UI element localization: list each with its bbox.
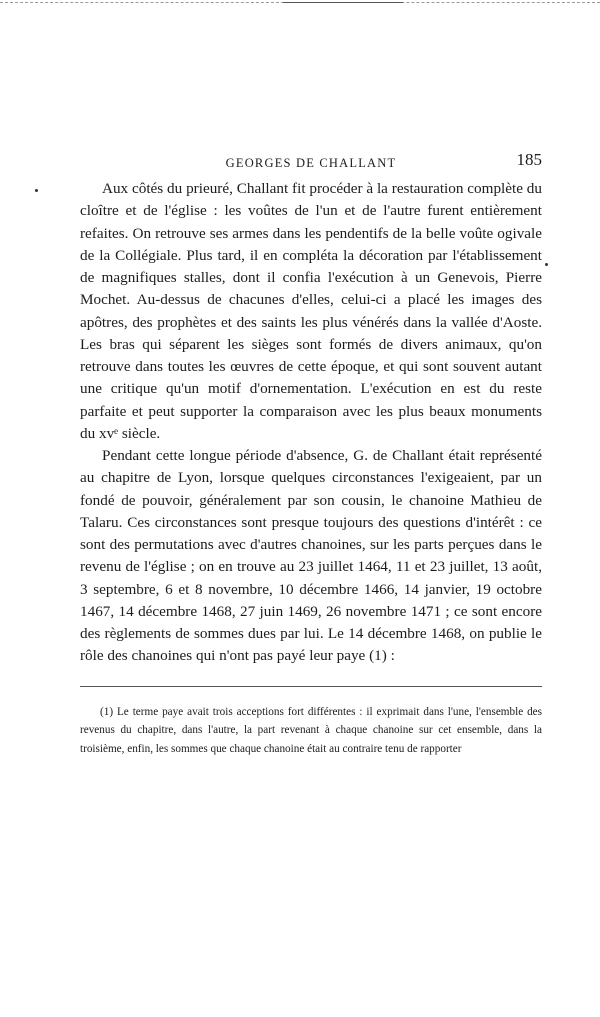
running-head: GEORGES DE CHALLANT xyxy=(225,156,397,170)
page-header xyxy=(80,150,542,178)
page-number: 185 xyxy=(516,150,542,169)
body-text xyxy=(80,178,542,668)
scan-speck xyxy=(35,189,38,192)
scan-speck xyxy=(545,263,548,266)
scan-top-edge xyxy=(0,0,600,6)
footnote-separator xyxy=(80,686,542,687)
paragraph: Pendant cette longue période d'absence, G. de Challant était représenté au chapitre de Lyon, lorsque quelques circonstances l'exigeaient, par un fondé de pouvoir, généralement par son cousin, le chanoine Mathieu de Talaru. Ces circonstances sont presque toujours des questions d'intérêt : ce sont des permutations avec d'autres chanoines, sur les parts perçues dans le revenu de l'église ; on en trouve au 23 juillet 1464, 11 et 23 juillet, 13 août, 3 septembre, 6 et 8 novembre, 10 décembre 1466, 14 janvier, 19 octobre 1467, 14 décembre 1468, 27 juin 1469, 26 novembre 1471 ; ce sont encore des règlements de sommes dues par lui. Le 14 décembre 1468, on publie le rôle des chanoines qui n'ont pas payé leur paye (1) : xyxy=(80,447,542,665)
paragraph: Aux côtés du prieuré, Challant fit procéder à la restauration complète du cloître et de l'église : les voûtes de l'un et de l'autre furent entièrement refaites. On retrouve ses armes dans les pendentifs de la belle voûte ogivale de la Collégiale. Plus tard, il en compléta la décoration par l'établissement de magnifiques stalles, dont il confia l'exécution à un Genevois, Pierre Mochet. Au-dessus de chacunes d'elles, celui-ci a placé les images des apôtres, des prophètes et des saints les plus vénérés dans la vallée d'Aoste. Les bras qui séparent les sièges sont formés de divers animaux, qu'on retrouve dans toutes les œuvres de cette époque, et qui sont souvent autant une critique qu'un motif d'ornementation. L'exécution en est du reste parfaite et peut supporter la comparaison avec les plus beaux monuments du xvᵉ siècle. xyxy=(80,180,542,442)
book-page xyxy=(80,150,542,758)
footnote xyxy=(80,703,542,759)
footnote-text: (1) Le terme paye avait trois acceptions fort différentes : il exprimait dans l'une, l'ensemble des revenus du chapitre, dans l'autre, la part revenant à chaque chanoine sur cet ensemble, dans la troisième, enfin, les sommes que chaque chanoine était au contraire tenu de rapporter xyxy=(80,705,542,755)
